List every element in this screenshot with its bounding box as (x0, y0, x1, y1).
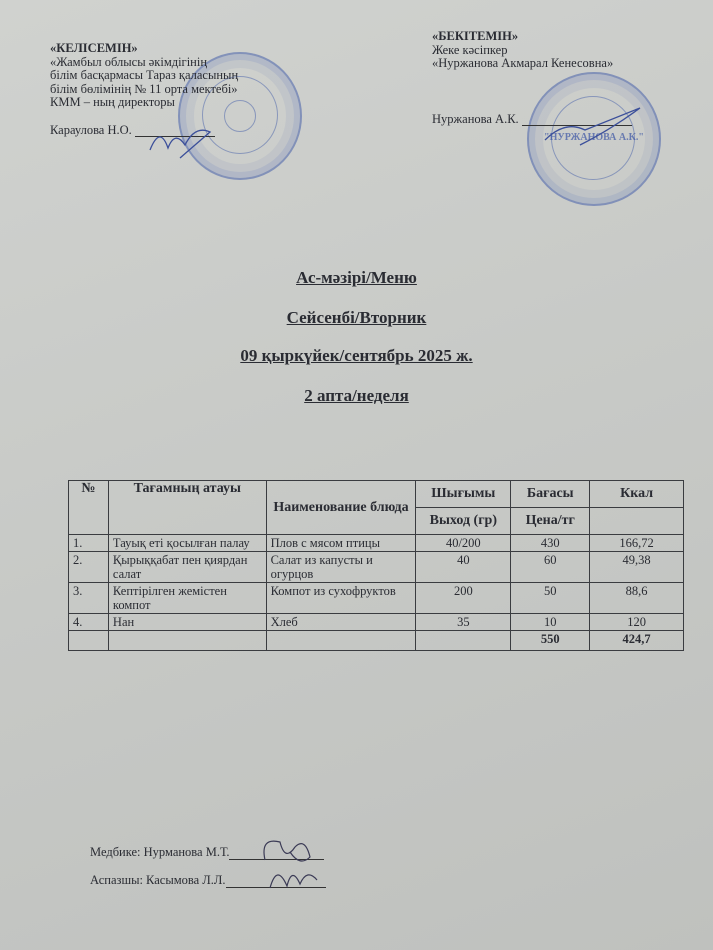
row-name-kz: Кептірілген жемістен компот (108, 583, 266, 614)
cook-signature (262, 858, 332, 893)
row-num: 3. (69, 583, 109, 614)
row-kcal: 120 (590, 614, 684, 631)
menu-title: Ас-мәзірі/Меню (296, 268, 417, 287)
approval-left-heading: «КЕЛІСЕМІН» (50, 41, 138, 55)
menu-week: 2 апта/неделя (304, 386, 409, 405)
row-yield: 200 (416, 583, 511, 614)
approval-left-line: «Жамбыл облысы әкімдігінің (50, 54, 208, 69)
row-kcal: 88,6 (590, 583, 684, 614)
row-price: 10 (511, 614, 590, 631)
row-name-ru: Плов с мясом птицы (266, 535, 416, 552)
director-signature (140, 120, 220, 160)
row-yield: 40/200 (416, 535, 511, 552)
table-row (69, 552, 684, 583)
header-price-ru: Цена/тг (511, 508, 590, 535)
approval-right-line: «Нуржанова Акмарал Кенесовна» (432, 56, 614, 70)
header-num: № (69, 481, 109, 535)
row-kcal: 166,72 (590, 535, 684, 552)
table-row (69, 535, 684, 552)
row-num: 1. (69, 535, 109, 552)
row-name-ru: Салат из капусты и огурцов (266, 552, 416, 583)
row-yield: 35 (416, 614, 511, 631)
header-name-ru: Наименование блюда (266, 481, 416, 535)
header-price-kz: Бағасы (511, 481, 590, 508)
approval-right-heading: «БЕКІТЕМІН» (432, 29, 519, 43)
row-price: 430 (511, 535, 590, 552)
row-price: 60 (511, 552, 590, 583)
approval-left-line: білім бөлімінің № 11 орта мектебі» (50, 81, 238, 96)
table-row (69, 614, 684, 631)
cook-label: Аспазшы: Касымова Л.Л. (90, 873, 226, 887)
approval-right-signer: Нуржанова А.К. (432, 111, 519, 126)
header-yield-kz: Шығымы (416, 481, 511, 508)
approval-left-line: КММ – ның директоры (50, 95, 175, 109)
menu-table (68, 480, 684, 651)
row-name-kz: Тауық еті қосылған палау (108, 535, 266, 552)
approval-left-line: білім басқармасы Тараз қаласының (50, 68, 239, 82)
row-name-ru: Компот из сухофруктов (266, 583, 416, 614)
entrepreneur-stamp: "НУРЖАНОВА А.К." (527, 72, 661, 206)
row-name-kz: Нан (108, 614, 266, 631)
header-yield-ru: Выход (гр) (416, 508, 511, 535)
entrepreneur-signature (540, 100, 650, 150)
header-kcal: Ккал (590, 481, 684, 508)
row-num: 2. (69, 552, 109, 583)
table-row (69, 583, 684, 614)
header-kcal-empty (590, 508, 684, 535)
total-row (69, 631, 684, 651)
menu-date: 09 қыркүйек/сентябрь 2025 ж. (240, 346, 473, 365)
row-name-ru: Хлеб (266, 614, 416, 631)
row-name-kz: Қырыққабат пен қиярдан салат (108, 552, 266, 583)
header-name-kz: Тағамның атауы (108, 481, 266, 535)
row-price: 50 (511, 583, 590, 614)
total-price: 550 (511, 631, 590, 651)
approval-left-signer: Караулова Н.О. (50, 122, 132, 137)
nurse-label: Медбике: Нурманова М.Т. (90, 845, 230, 859)
row-num: 4. (69, 614, 109, 631)
row-yield: 40 (416, 552, 511, 583)
menu-day: Сейсенбі/Вторник (286, 308, 427, 327)
approval-right-line: Жеке кәсіпкер (432, 42, 508, 57)
row-kcal: 49,38 (590, 552, 684, 583)
total-kcal: 424,7 (590, 631, 684, 651)
